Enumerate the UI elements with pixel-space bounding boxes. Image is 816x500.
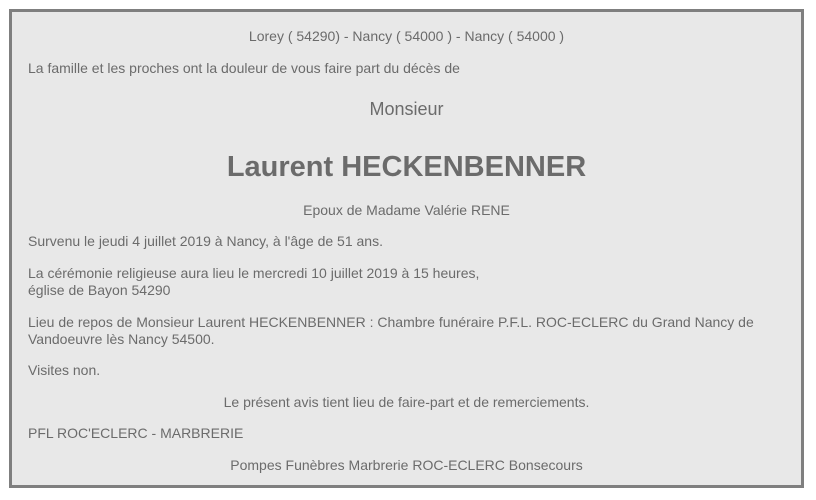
company-line: PFL ROC'ECLERC - MARBRERIE (28, 425, 244, 441)
obituary-notice (9, 9, 804, 488)
spouse-line: Epoux de Madame Valérie RENE (303, 202, 510, 218)
intro-line: La famille et les proches ont la douleur de vous faire part du décès de (28, 60, 460, 76)
death-line: Survenu le jeudi 4 juillet 2019 à Nancy, à l'âge de 51 ans. (28, 233, 383, 249)
thanks-line: Le présent avis tient lieu de faire-part et de remerciements. (223, 394, 590, 410)
ceremony-line-2: église de Bayon 54290 (28, 282, 171, 298)
visits-line: Visites non. (28, 362, 101, 378)
ceremony-line-1: La cérémonie religieuse aura lieu le mercredi 10 juillet 2019 à 15 heures, (28, 265, 480, 281)
deceased-name: Laurent HECKENBENNER (226, 151, 587, 183)
rest-line-1: Lieu de repos de Monsieur Laurent HECKENBENNER : Chambre funéraire P.F.L. ROC-ECLERC du Grand Nancy de (28, 314, 754, 330)
civility: Monsieur (369, 99, 444, 119)
locations-line: Lorey ( 54290) - Nancy ( 54000 ) - Nancy ( 54000 ) (248, 28, 565, 44)
rest-line-2: Vandoeuvre lès Nancy 54500. (28, 331, 215, 347)
footer-line: Pompes Funèbres Marbrerie ROC-ECLERC Bonsecours (230, 457, 583, 473)
